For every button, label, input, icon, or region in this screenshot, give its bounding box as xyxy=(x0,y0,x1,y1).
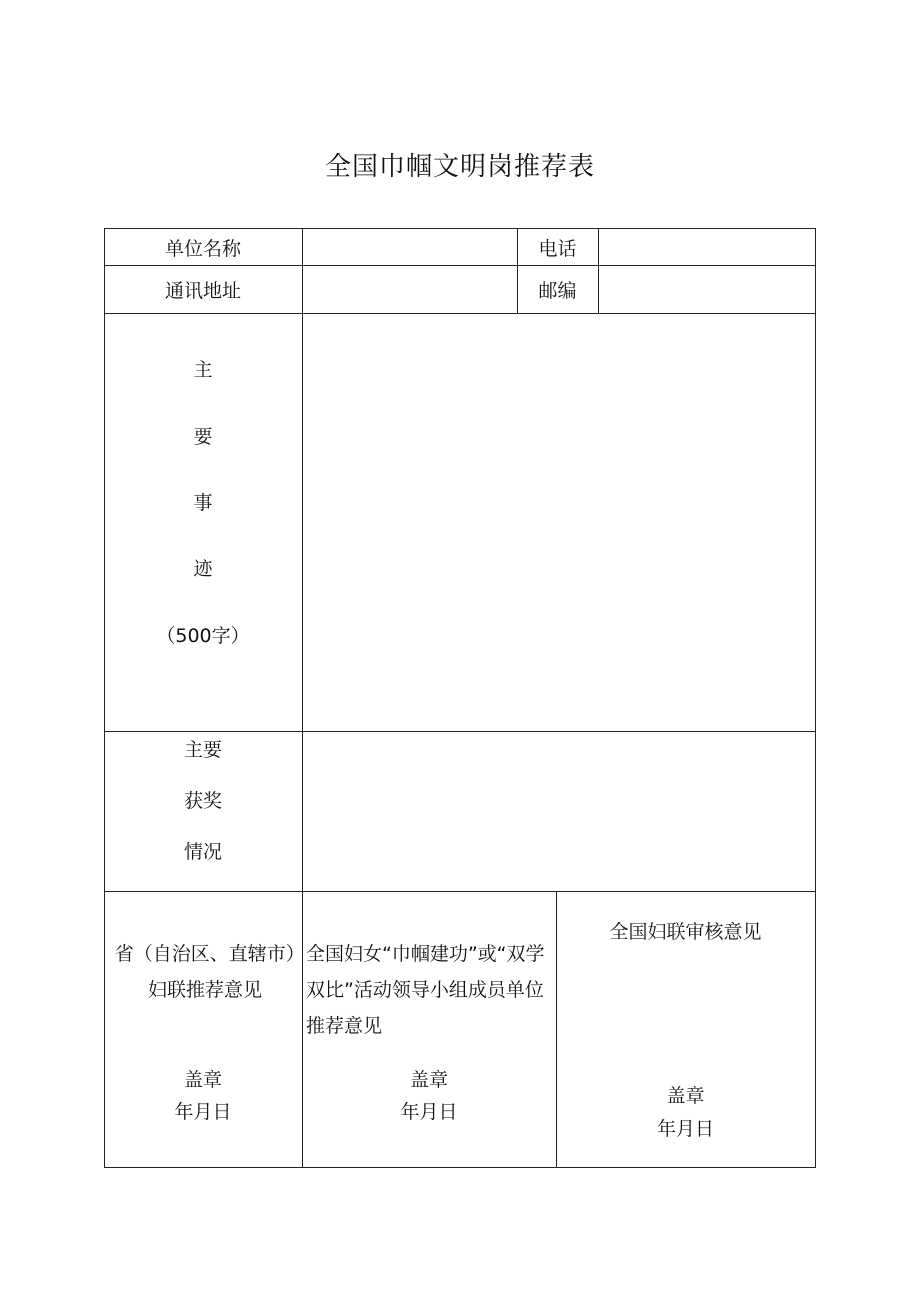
awards-label-line-2: 获奖 xyxy=(183,790,222,812)
phone-label: 电话 xyxy=(538,238,577,260)
address-field[interactable] xyxy=(303,266,517,313)
leading-group-opinion-label: 全国妇女“巾帼建功”或“双学双比”活动领导小组成员单位推荐意见 xyxy=(306,943,545,1037)
national-date: 年月日 xyxy=(656,1118,714,1140)
table-border-right xyxy=(815,228,816,1168)
unit-name-field[interactable] xyxy=(303,229,517,265)
table-border-bottom xyxy=(104,1167,816,1168)
province-date: 年月日 xyxy=(174,1101,232,1123)
unit-name-label: 单位名称 xyxy=(164,238,241,260)
deeds-label-char-4: 迹 xyxy=(193,558,213,580)
deeds-label-char-3: 事 xyxy=(193,492,213,514)
awards-field[interactable] xyxy=(303,732,815,891)
province-opinion-label: 省（自治区、直辖市）妇联推荐意见 xyxy=(114,943,296,1001)
phone-field[interactable] xyxy=(599,229,815,265)
leading-group-date: 年月日 xyxy=(400,1101,458,1123)
awards-label-line-3: 情况 xyxy=(183,841,222,863)
page-title: 全国巾帼文明岗推荐表 xyxy=(324,152,595,182)
address-label: 通讯地址 xyxy=(164,280,241,302)
national-seal: 盖章 xyxy=(666,1085,705,1107)
deeds-label-char-1: 主 xyxy=(193,359,213,381)
deeds-word-limit: （500字） xyxy=(156,625,250,647)
postcode-field[interactable] xyxy=(599,266,815,313)
row-divider-4 xyxy=(104,891,816,892)
awards-label-line-1: 主要 xyxy=(183,739,222,761)
national-review-label: 全国妇联审核意见 xyxy=(609,921,762,943)
province-seal: 盖章 xyxy=(183,1069,222,1091)
deeds-field[interactable] xyxy=(303,314,815,731)
leading-group-seal: 盖章 xyxy=(409,1069,448,1091)
postcode-label: 邮编 xyxy=(538,280,577,302)
deeds-label-char-2: 要 xyxy=(193,426,213,448)
